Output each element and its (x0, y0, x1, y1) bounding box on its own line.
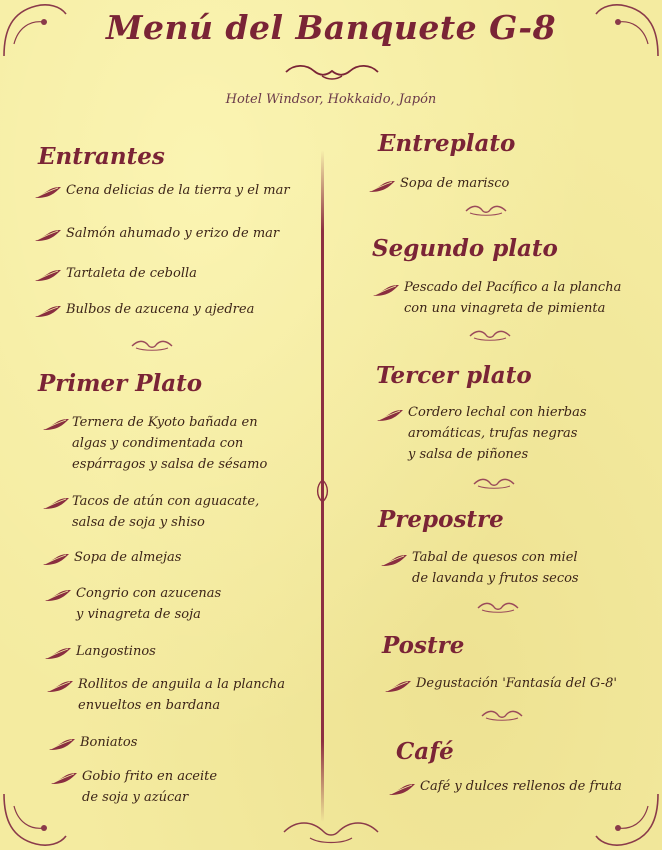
menu-item: Salmón ahumado y erizo de mar (66, 226, 280, 241)
menu-item: Ternera de Kyoto bañada en algas y condimentada con espárragos y salsa de sésamo (72, 415, 268, 472)
menu-item: Sopa de almejas (74, 550, 182, 565)
leaf-bullet-icon (34, 305, 62, 319)
section-separator-ornament (472, 478, 516, 490)
leaf-bullet-icon (376, 409, 404, 423)
menu-item: Tacos de atún con aguacate, salsa de soja y shiso (72, 494, 260, 530)
leaf-bullet-icon (34, 186, 62, 200)
menu-item: Cena delicias de la tierra y el mar (66, 183, 290, 198)
section-separator-ornament (130, 340, 174, 352)
menu-item: Bulbos de azucena y ajedrea (66, 302, 255, 317)
leaf-bullet-icon (368, 180, 396, 194)
section-separator-ornament (464, 205, 508, 217)
section-title-entrantes: Entrantes (38, 143, 165, 170)
leaf-bullet-icon (384, 680, 412, 694)
bottom-right-corner-ornament (592, 790, 662, 850)
menu-item: Tabal de quesos con miel de lavanda y frutos secos (412, 550, 579, 586)
menu-item: Tartaleta de cebolla (66, 266, 197, 281)
leaf-bullet-icon (388, 783, 416, 797)
menu-item: Congrio con azucenas y vinagreta de soja (76, 586, 222, 622)
leaf-bullet-icon (48, 738, 76, 752)
section-title-primer-plato: Primer Plato (38, 370, 203, 397)
menu-item: Sopa de marisco (400, 176, 510, 191)
section-title-entreplato: Entreplato (378, 130, 516, 157)
menu-item: Cordero lechal con hierbas aromáticas, trufas negras y salsa de piñones (408, 405, 587, 462)
section-separator-ornament (480, 710, 524, 722)
section-title-segundo-plato: Segundo plato (372, 235, 558, 262)
leaf-bullet-icon (44, 647, 72, 661)
leaf-bullet-icon (34, 229, 62, 243)
bottom-center-ornament (280, 818, 382, 844)
section-separator-ornament (468, 330, 512, 342)
section-title-postre: Postre (382, 632, 465, 659)
menu-item: Gobio frito en aceite de soja y azúcar (82, 769, 218, 805)
menu-item: Rollitos de anguila a la plancha envueltos en bardana (78, 677, 286, 713)
leaf-bullet-icon (46, 680, 74, 694)
menu-item: Boniatos (80, 735, 138, 750)
leaf-bullet-icon (50, 772, 78, 786)
section-separator-ornament (476, 602, 520, 614)
menu-item: Pescado del Pacífico a la plancha con una vinagreta de pimienta (404, 280, 622, 316)
section-title-prepostre: Prepostre (378, 506, 504, 533)
menu-item: Langostinos (76, 644, 156, 659)
leaf-bullet-icon (372, 284, 400, 298)
leaf-bullet-icon (42, 497, 70, 511)
subtitle: Hotel Windsor, Hokkaido, Japón (225, 92, 437, 107)
leaf-bullet-icon (42, 553, 70, 567)
menu-item: Café y dulces rellenos de fruta (420, 779, 622, 794)
leaf-bullet-icon (380, 554, 408, 568)
leaf-bullet-icon (42, 418, 70, 432)
leaf-bullet-icon (34, 269, 62, 283)
section-title-cafe: Café (396, 738, 454, 765)
leaf-bullet-icon (44, 589, 72, 603)
section-title-tercer-plato: Tercer plato (376, 362, 532, 389)
page-title: Menú del Banquete G-8 (105, 8, 557, 47)
divider-ornament (314, 478, 331, 504)
bottom-left-corner-ornament (0, 790, 70, 850)
title-flourish (282, 62, 382, 80)
menu-item: Degustación 'Fantasía del G-8' (416, 676, 617, 691)
